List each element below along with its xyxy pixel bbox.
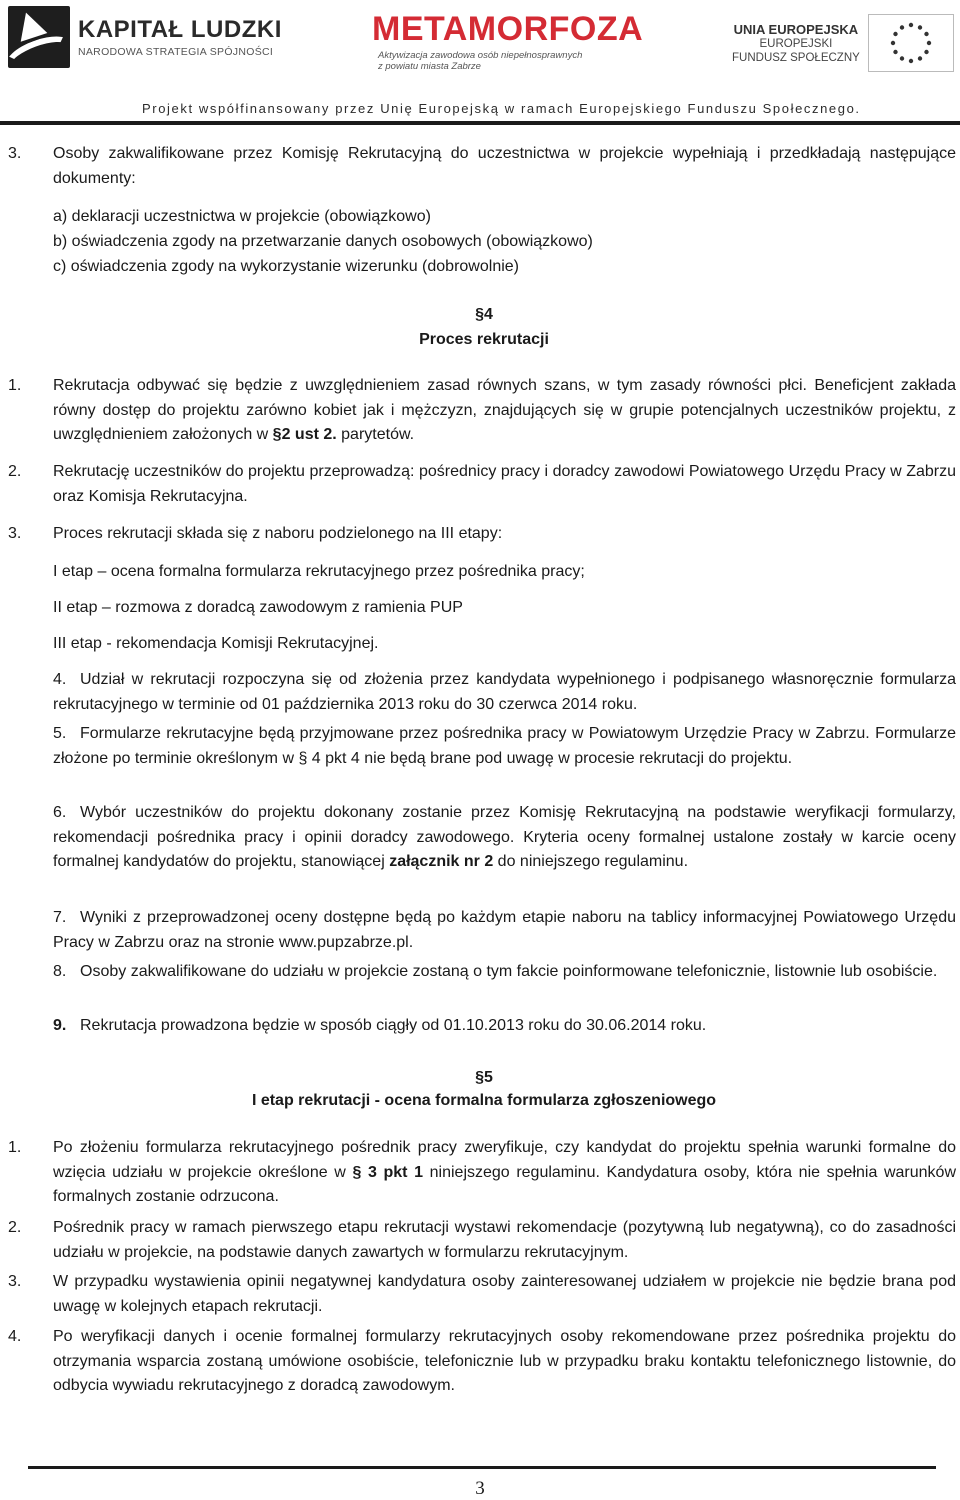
document-list-item-a: a) deklaracji uczestnictwa w projekcie (obowiązkowo) [53, 208, 431, 225]
recruitment-stage-2: II etap – rozmowa z doradcą zawodowym z ramienia PUP [53, 599, 463, 616]
section-4-item-9: Rekrutacja prowadzona będzie w sposób ciągły od 01.10.2013 roku do 30.06.2014 roku. [80, 1017, 707, 1034]
item-number: 2. [8, 463, 22, 480]
section-5-item-2: Pośrednik pracy w ramach pierwszego etapu rekrutacji wystawi rekomendacje (pozytywną lub negatywną), co do zasadności udziału w projekcie, na podstawie danych zawartych w formularzu rekrutacyjnym. [53, 1219, 956, 1261]
item-number: 3. [8, 1273, 22, 1290]
item-number: 8. [53, 963, 67, 980]
footer-divider [28, 1466, 936, 1469]
eu-flag-icon [868, 14, 954, 72]
cofinance-notice: Projekt współfinansowany przez Unię Europejską w ramach Europejskiego Funduszu Społecznego. [142, 101, 861, 116]
kapital-ludzki-emblem-icon [8, 6, 70, 68]
item-number: 3. [8, 525, 22, 542]
recruitment-stage-3: III etap - rekomendacja Komisji Rekrutacyjnej. [53, 635, 379, 652]
header-divider [0, 121, 960, 125]
section-4-item-5: Formularze rekrutacyjne będą przyjmowane przez pośrednika pracy w Powiatowym Urzędzie Pracy w Zabrzu. Formularze złożone po terminie określonym w § 4 pkt 4 nie będą brane pod uwagę w procesie rekrutacji do projektu. [53, 725, 956, 767]
document-list-item-c: c) oświadczenia zgody na wykorzystanie wizerunku (dobrowolnie) [53, 258, 519, 275]
eu-logo [732, 14, 954, 72]
item-number: 5. [53, 725, 67, 742]
kapital-ludzki-subtitle: NARODOWA STRATEGIA SPÓJNOŚCI [78, 45, 274, 58]
eu-line-3: FUNDUSZ SPOŁECZNY [732, 51, 860, 64]
metamorfoza-title: METAMORFOZA [372, 10, 644, 48]
section-5-item-1: Po złożeniu formularza rekrutacyjnego pośrednik pracy zweryfikuje, czy kandydat do projektu spełnia warunki formalne do wzięcia udziału w projekcie określone w § 3 pkt 1 niniejszego regulaminu. Kandydatura osoby, która nie spełnia warunków formalnych zostanie odrzucona. [53, 1139, 957, 1205]
metamorfoza-logo [372, 10, 643, 72]
section-4-title: Proces rekrutacji [419, 331, 549, 348]
section-5-item-3: W przypadku wystawienia opinii negatywnej kandydatura osoby zainteresowanej udziałem w projekcie nie będzie brana pod uwagę w kolejnych etapach rekrutacji. [53, 1273, 956, 1315]
section-4-item-1: Rekrutacja odbywać się będzie z uwzględnieniem zasad równych szans, w tym zasady równości płci. Beneficjent zakłada równy dostęp do projektu zarówno kobiet jak i mężczyzn, znajdujących się w grupie potencjalnych uczestników projektu, z uwzględnieniem założonych w §2 ust 2. parytetów. [53, 377, 956, 443]
page-number: 3 [475, 1478, 485, 1499]
section-5-item-4: Po weryfikacji danych i ocenie formalnej formularzy rekrutacyjnych osoby rekomendowane przez pośrednika projektu do otrzymania wsparcia zostaną umówione osobiście, telefonicznie lub w przypadku braku kontaktu telefonicznego listownie, do odbycia wywiadu rekrutacyjnego z doradcą zawodowym. [53, 1328, 956, 1394]
section-4-item-4: Udział w rekrutacji rozpoczyna się od złożenia przez kandydata wypełnionego i podpisanego własnoręcznie formularza rekrutacyjnego w terminie od 01 października 2013 roku do 30 czerwca 2014 roku. [53, 671, 956, 713]
section-sign-4: §4 [475, 306, 493, 323]
item-number: 4. [53, 671, 67, 688]
document-list-item-b: b) oświadczenia zgody na przetwarzanie danych osobowych (obowiązkowo) [53, 233, 593, 250]
item-number: 3. [8, 145, 22, 162]
section3-intro: Osoby zakwalifikowane przez Komisję Rekrutacyjną do uczestnictwa w projekcie wypełniają i przedkładają następujące dokumenty: [53, 145, 956, 187]
recruitment-stage-1: I etap – ocena formalna formularza rekrutacyjnego przez pośrednika pracy; [53, 563, 585, 580]
item-number: 6. [53, 804, 67, 821]
item-number: 1. [8, 1139, 22, 1156]
item-number: 1. [8, 377, 22, 394]
section-4-item-8: Osoby zakwalifikowane do udziału w projekcie zostaną o tym fakcie poinformowane telefonicznie, listownie lub osobiście. [80, 963, 938, 980]
eu-line-2: EUROPEJSKI [759, 37, 833, 50]
item-number: 4. [8, 1328, 22, 1345]
section-5-title: I etap rekrutacji - ocena formalna formularza zgłoszeniowego [251, 1092, 717, 1109]
section-4-item-6: Wybór uczestników do projektu dokonany zostanie przez Komisję Rekrutacyjną na podstawie weryfikacji formularzy, rekomendacji pośrednika pracy i opinii doradcy zawodowego. Kryteria oceny formalnej ustalone zostały w karcie oceny formalnej kandydatów do projektu, stanowiącej załącznik nr 2 do niniejszego regulaminu. [53, 804, 956, 870]
metamorfoza-subtitle-1: Aktywizacja zawodowa osób niepełnosprawnych [378, 50, 583, 61]
item-number: 7. [53, 909, 67, 926]
item-number: 9. [53, 1017, 67, 1034]
section-sign-5: §5 [475, 1069, 493, 1086]
section-4-item-7: Wyniki z przeprowadzonej oceny dostępne będą po każdym etapie naboru na tablicy informacyjnej Powiatowego Urzędu Pracy w Zabrzu oraz na stronie www.pupzabrze.pl. [53, 909, 956, 951]
item-number: 2. [8, 1219, 22, 1236]
metamorfoza-subtitle-2: z powiatu miasta Zabrze [378, 61, 481, 72]
kapital-ludzki-logo [8, 4, 282, 70]
kapital-ludzki-title: KAPITAŁ LUDZKI [78, 15, 282, 43]
section-4-item-2: Rekrutację uczestników do projektu przeprowadzą: pośrednicy pracy i doradcy zawodowi Powiatowego Urzędu Pracy w Zabrzu oraz Komisja Rekrutacyjna. [53, 463, 956, 505]
document-header [0, 0, 960, 128]
section-4-item-3: Proces rekrutacji składa się z naboru podzielonego na III etapy: [53, 525, 503, 542]
eu-line-1: UNIA EUROPEJSKA [733, 21, 859, 37]
